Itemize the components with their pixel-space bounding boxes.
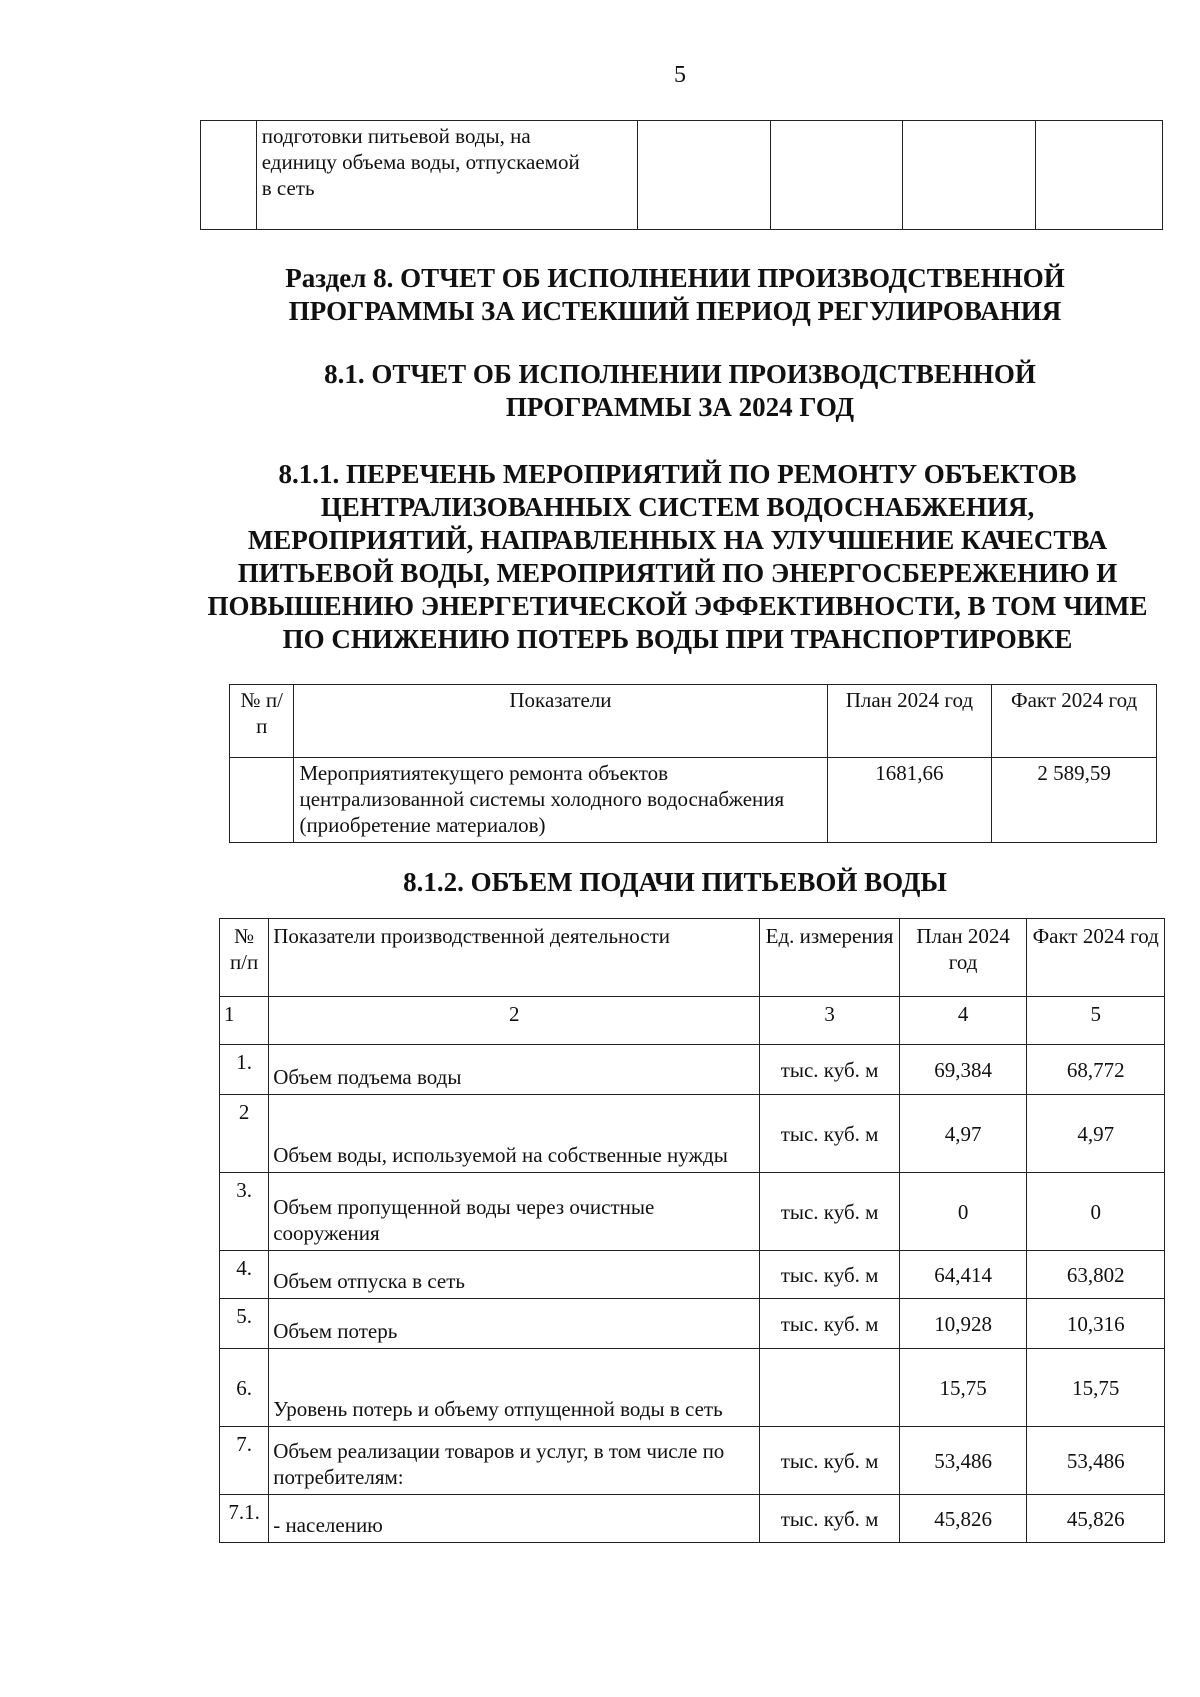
- row-name: Мероприятиятекущего ремонта объектов централизованной системы холодного водоснабжения (приобретение материалов): [294, 758, 827, 843]
- row-name: Уровень потерь и объему отпущенной воды в сеть: [269, 1349, 760, 1427]
- table-header-row: [230, 685, 1157, 758]
- col-number: 5: [1027, 997, 1165, 1045]
- header-indicators: Показатели: [294, 685, 827, 758]
- section-heading: Раздел 8. ОТЧЕТ ОБ ИСПОЛНЕНИИ ПРОИЗВОДСТВЕННОЙ ПРОГРАММЫ ЗА ИСТЕКШИЙ ПЕРИОД РЕГУЛИРОВАНИЯ: [285, 263, 1065, 326]
- table-row: [220, 1251, 1165, 1299]
- table-cell: [256, 121, 638, 230]
- row-fact: 63,802: [1027, 1251, 1165, 1299]
- row-fact: 68,772: [1027, 1045, 1165, 1095]
- col-number: 1: [220, 997, 269, 1045]
- row-plan: 0: [899, 1173, 1027, 1251]
- measures-table: [229, 684, 1157, 843]
- table-cell: [903, 121, 1035, 230]
- row-fact: 45,826: [1027, 1495, 1165, 1543]
- cell-line: единицу объема воды, отпускаемой: [261, 150, 580, 174]
- row-unit: тыс. куб. м: [760, 1495, 900, 1543]
- table-row: [220, 1495, 1165, 1543]
- column-number-row: [220, 997, 1165, 1045]
- row-plan: 15,75: [899, 1349, 1027, 1427]
- row-unit: [760, 1349, 900, 1427]
- row-name: Объем пропущенной воды через очистные сооружения: [269, 1173, 760, 1251]
- page-number: 5: [674, 62, 686, 88]
- row-unit: тыс. куб. м: [760, 1045, 900, 1095]
- row-fact: 53,486: [1027, 1427, 1165, 1495]
- header-num: № п/п: [220, 919, 269, 997]
- col-number: 2: [269, 997, 760, 1045]
- header-indicators: Показатели производственной деятельности: [269, 919, 760, 997]
- header-fact: Факт 2024 год: [992, 685, 1157, 758]
- row-plan: 10,928: [899, 1299, 1027, 1349]
- row-name: Объем подъема воды: [269, 1045, 760, 1095]
- row-fact: 15,75: [1027, 1349, 1165, 1427]
- row-num: 7.1.: [220, 1495, 269, 1543]
- header-plan: План 2024 год: [899, 919, 1027, 997]
- heading-812: 8.1.2. ОБЪЕМ ПОДАЧИ ПИТЬЕВОЙ ВОДЫ: [403, 867, 947, 897]
- subsection-heading: 8.1. ОТЧЕТ ОБ ИСПОЛНЕНИИ ПРОИЗВОДСТВЕННОЙ ПРОГРАММЫ ЗА 2024 ГОД: [324, 359, 1036, 422]
- row-fact: 10,316: [1027, 1299, 1165, 1349]
- header-num: № п/п: [230, 685, 294, 758]
- row-num: [230, 758, 294, 843]
- col-number: 3: [760, 997, 900, 1045]
- row-num: 4.: [220, 1251, 269, 1299]
- row-num: 3.: [220, 1173, 269, 1251]
- row-fact: 4,97: [1027, 1095, 1165, 1173]
- table-cell: [770, 121, 902, 230]
- row-unit: тыс. куб. м: [760, 1299, 900, 1349]
- row-name: Объем воды, используемой на собственные нужды: [269, 1095, 760, 1173]
- col-number: 4: [899, 997, 1027, 1045]
- row-name: Объем потерь: [269, 1299, 760, 1349]
- row-plan: 64,414: [899, 1251, 1027, 1299]
- subsubsection-heading: 8.1.1. ПЕРЕЧЕНЬ МЕРОПРИЯТИЙ ПО РЕМОНТУ ОБЪЕКТОВ ЦЕНТРАЛИЗОВАННЫХ СИСТЕМ ВОДОСНАБЖЕНИЯ, МЕРОПРИЯТИЙ, НАПРАВЛЕННЫХ НА УЛУЧШЕНИЕ КАЧЕСТВА ПИТЬЕВОЙ ВОДЫ, МЕРОПРИЯТИЙ ПО ЭНЕРГОСБЕРЕЖЕНИЮ И ПОВЫШЕНИЮ ЭНЕРГЕТИЧЕСКОЙ ЭФФЕКТИВНОСТИ, В ТОМ ЧИМЕ ПО СНИЖЕНИЮ ПОТЕРЬ ВОДЫ ПРИ ТРАНСПОРТИРОВКЕ: [207, 459, 1148, 654]
- row-plan: 45,826: [899, 1495, 1027, 1543]
- table-row: [220, 1299, 1165, 1349]
- table-row: [220, 1045, 1165, 1095]
- table-row: [230, 758, 1157, 843]
- row-fact: 0: [1027, 1173, 1165, 1251]
- table-row: [220, 1349, 1165, 1427]
- header-fact: Факт 2024 год: [1027, 919, 1165, 997]
- water-supply-table: [219, 918, 1165, 1543]
- row-name: Объем отпуска в сеть: [269, 1251, 760, 1299]
- row-plan: 53,486: [899, 1427, 1027, 1495]
- table-cell: [201, 121, 257, 230]
- row-num: 1.: [220, 1045, 269, 1095]
- table-cell: [1035, 121, 1162, 230]
- row-unit: тыс. куб. м: [760, 1095, 900, 1173]
- cell-line: подготовки питьевой воды, на: [261, 124, 531, 148]
- row-plan: 1681,66: [827, 758, 992, 843]
- continuation-table: [200, 120, 1163, 230]
- row-num: 2: [220, 1095, 269, 1173]
- row-num: 7.: [220, 1427, 269, 1495]
- table-cell: [638, 121, 770, 230]
- table-row: [220, 1427, 1165, 1495]
- row-unit: тыс. куб. м: [760, 1173, 900, 1251]
- row-fact: 2 589,59: [992, 758, 1157, 843]
- row-unit: тыс. куб. м: [760, 1427, 900, 1495]
- header-unit: Ед. измерения: [760, 919, 900, 997]
- row-plan: 69,384: [899, 1045, 1027, 1095]
- table-row: [220, 1173, 1165, 1251]
- row-num: 6.: [220, 1349, 269, 1427]
- row-name: Объем реализации товаров и услуг, в том числе по потребителям:: [269, 1427, 760, 1495]
- table-row: [220, 1095, 1165, 1173]
- header-plan: План 2024 год: [827, 685, 992, 758]
- cell-line: в сеть: [261, 176, 315, 200]
- table-header-row: [220, 919, 1165, 997]
- row-plan: 4,97: [899, 1095, 1027, 1173]
- row-unit: тыс. куб. м: [760, 1251, 900, 1299]
- row-num: 5.: [220, 1299, 269, 1349]
- row-name: - населению: [269, 1495, 760, 1543]
